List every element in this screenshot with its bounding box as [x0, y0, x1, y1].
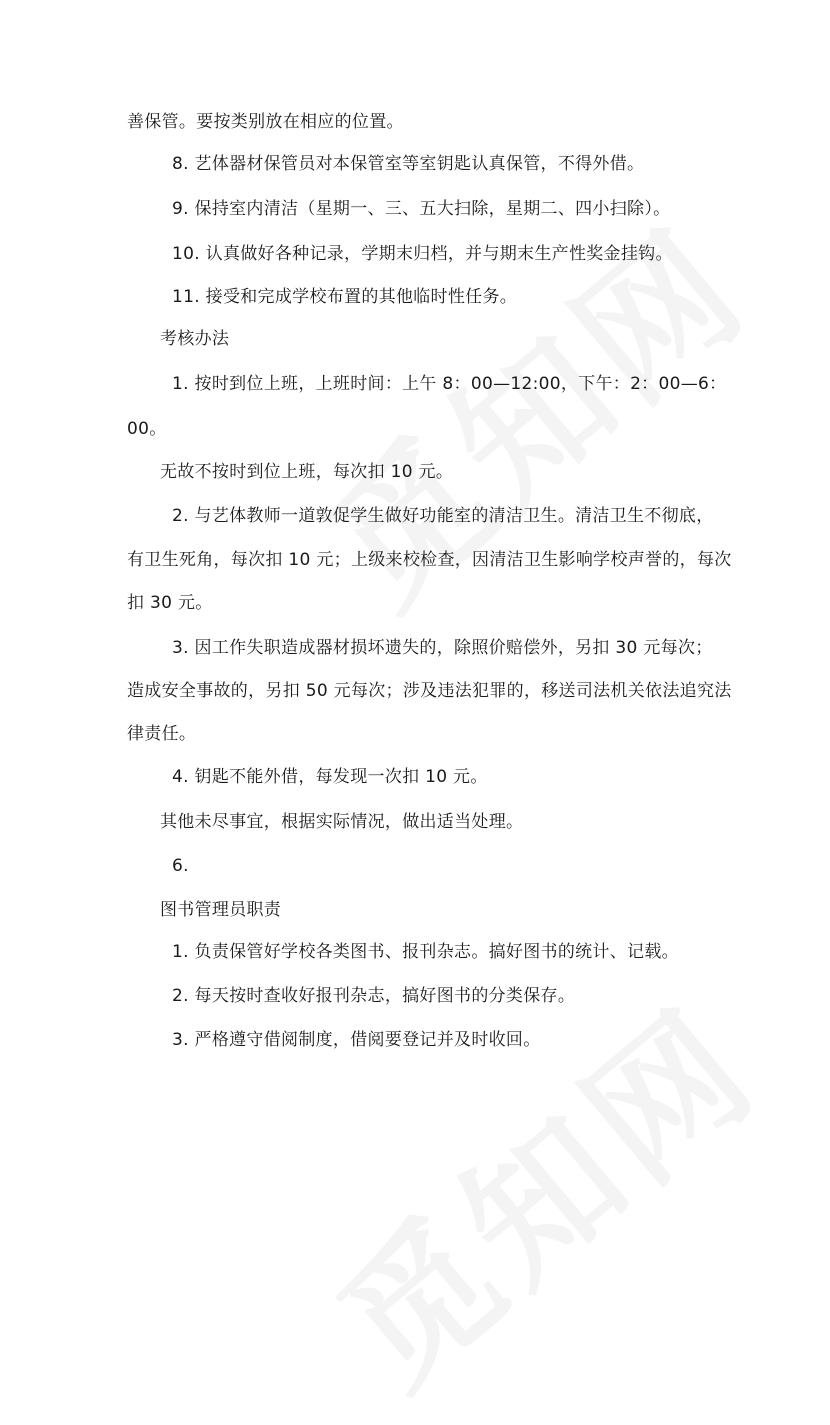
- list-item: 3. 因工作失职造成器材损坏遗失的，除照价赔偿外，另扣 30 元每次；: [172, 638, 713, 658]
- list-item: 8. 艺体器材保管员对本保管室等室钥匙认真保管，不得外借。: [172, 154, 645, 174]
- paragraph-line: 有卫生死角，每次扣 10 元；上级来校检查，因清洁卫生影响学校声誉的，每次: [127, 550, 732, 570]
- list-item: 2. 每天按时查收好报刊杂志，搞好图书的分类保存。: [172, 986, 576, 1006]
- list-item: 2. 与艺体教师一道敦促学生做好功能室的清洁卫生。清洁卫生不彻底，: [172, 506, 714, 526]
- list-item: 1. 负责保管好学校各类图书、报刊杂志。搞好图书的统计、记载。: [172, 942, 679, 962]
- list-item: 10. 认真做好各种记录，学期末归档，并与期末生产性奖金挂钩。: [172, 244, 673, 264]
- list-item: 3. 严格遵守借阅制度，借阅要登记并及时收回。: [172, 1030, 541, 1050]
- paragraph-line: 造成安全事故的，另扣 50 元每次；涉及违法犯罪的，移送司法机关依法追究法: [127, 681, 732, 701]
- paragraph-line: 其他未尽事宜，根据实际情况，做出适当处理。: [160, 812, 524, 832]
- section-heading: 图书管理员职责: [160, 900, 282, 920]
- paragraph-line: 无故不按时到位上班，每次扣 10 元。: [160, 462, 454, 482]
- list-item: 9. 保持室内清洁（星期一、三、五大扫除，星期二、四小扫除）。: [172, 199, 671, 219]
- paragraph-line: 律责任。: [127, 724, 197, 744]
- paragraph-line: 扣 30 元。: [127, 593, 213, 613]
- list-item: 4. 钥匙不能外借，每发现一次扣 10 元。: [172, 767, 488, 787]
- section-number: 6.: [172, 856, 189, 876]
- list-item: 1. 按时到位上班，上班时间：上午 8：00—12:00，下午：2：00—6：: [172, 374, 727, 394]
- watermark: [287, 951, 794, 1425]
- list-item: 11. 接受和完成学校布置的其他临时性任务。: [172, 287, 518, 307]
- paragraph-line: 善保管。要按类别放在相应的位置。: [127, 112, 404, 132]
- section-heading: 考核办法: [160, 329, 230, 349]
- paragraph-line: 00。: [127, 419, 167, 439]
